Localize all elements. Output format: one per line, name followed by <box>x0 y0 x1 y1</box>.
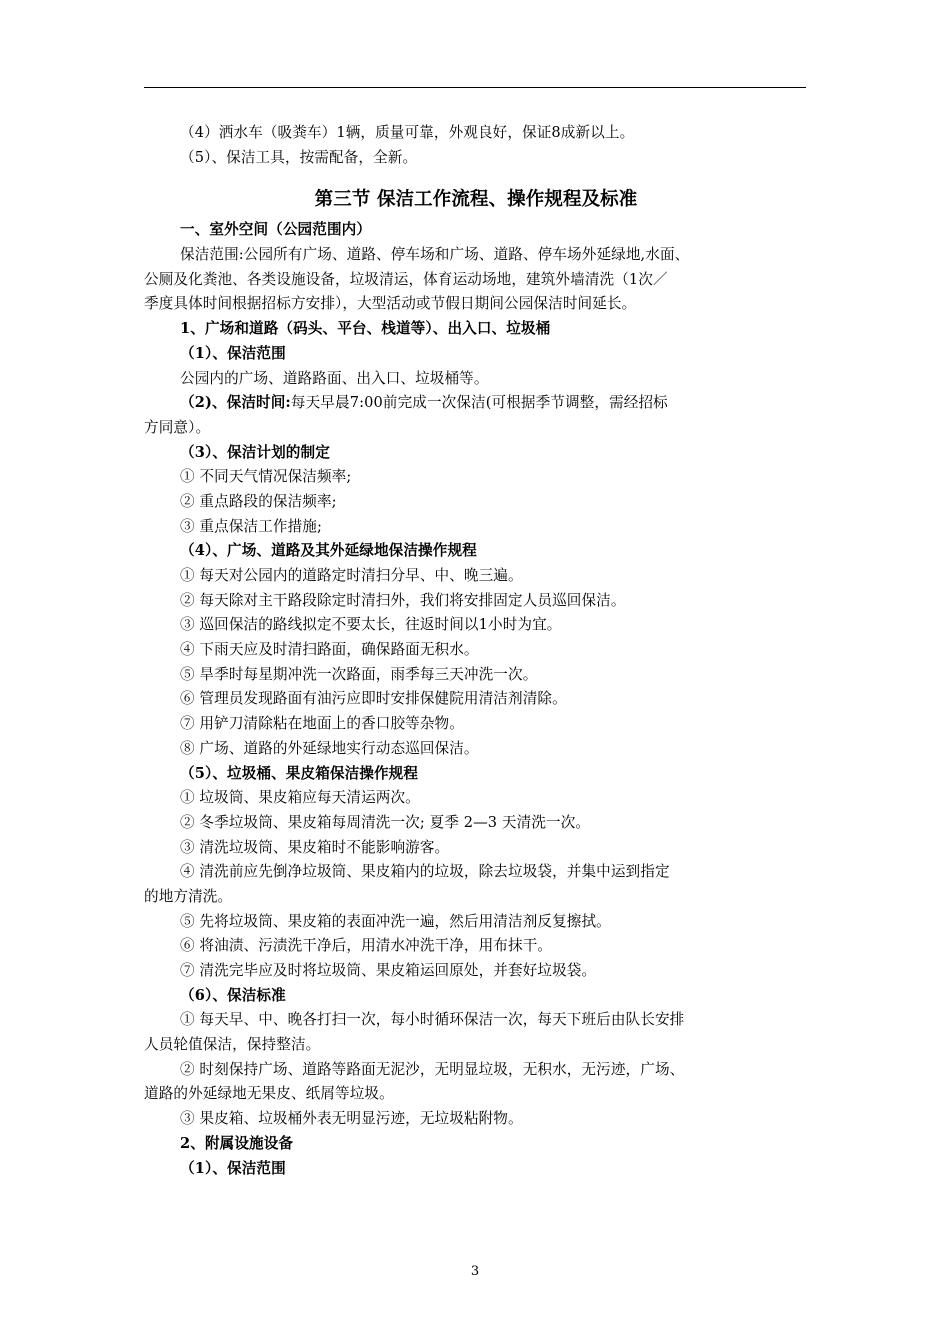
paragraph-line-mixed <box>144 391 808 416</box>
list-item: ⑦ 用铲刀清除粘在地面上的香口胶等杂物。 <box>180 715 464 733</box>
list-item: ⑥ 管理员发现路面有油污应即时安排保健院用清洁剂清除。 <box>180 690 567 708</box>
list-item: ④ 下雨天应及时清扫路面，确保路面无积水。 <box>180 641 479 659</box>
subheading-scope: （1）、保洁范围 <box>180 344 286 362</box>
list-item: ③ 清洗垃圾筒、果皮箱时不能影响游客。 <box>180 838 450 856</box>
paragraph-line: 公厕及化粪池、各类设施设备，垃圾清运，体育运动场地，建筑外墙清洗（1次／ <box>144 270 668 288</box>
list-item: ① 每天早、中、晚各打扫一次，每小时循环保洁一次，每天下班后由队长安排 <box>180 1011 685 1029</box>
subheading-bins-procedure: （5）、垃圾桶、果皮箱保洁操作规程 <box>180 764 419 782</box>
heading-outdoor-space: 一、室外空间（公园范围内） <box>180 221 372 239</box>
list-item: ① 垃圾筒、果皮箱应每天清运两次。 <box>180 789 420 807</box>
list-item: ② 每天除对主干路段除定时清扫外，我们将安排固定人员巡回保洁。 <box>180 591 626 609</box>
subheading-cleaning-time: （2)、保洁时间: <box>180 394 291 412</box>
paragraph-text: 每天早晨7:00前完成一次保洁(可根据季节调整，需经招标 <box>290 394 668 412</box>
page-number: 3 <box>470 1264 480 1279</box>
list-item-continued: 的地方清洗。 <box>144 887 233 905</box>
paragraph-line: 季度具体时间根据招标方安排），大型活动或节假日期间公园保洁时间延长。 <box>144 295 637 313</box>
paragraph-line: 公园内的广场、道路路面、出入口、垃圾桶等。 <box>180 369 489 387</box>
subheading-plan: （3）、保洁计划的制定 <box>180 443 330 461</box>
document-body <box>144 121 808 1181</box>
header-rule <box>144 87 806 88</box>
subheading-standard: （6）、保洁标准 <box>180 986 286 1004</box>
list-item: ③ 重点保洁工作措施; <box>180 517 323 535</box>
list-item: ⑤ 先将垃圾筒、果皮箱的表面冲洗一遍，然后用清洁剂反复擦拭。 <box>180 912 611 930</box>
subheading-scope: （1）、保洁范围 <box>180 1159 286 1177</box>
list-item: ⑦ 清洗完毕应及时将垃圾筒、果皮箱运回原处，并套好垃圾袋。 <box>180 962 597 979</box>
section-title: 第三节 保洁工作流程、操作规程及标准 <box>314 189 638 211</box>
paragraph-line: 保洁范围:公园所有广场、道路、停车场和广场、道路、停车场外延绿地,水面、 <box>180 246 690 264</box>
paragraph-line: 方同意）。 <box>144 418 211 436</box>
list-item-continued: 道路的外延绿地无果皮、纸屑等垃圾。 <box>144 1085 394 1103</box>
list-item: ④ 清洗前应先倒净垃圾筒、果皮箱内的垃圾，除去垃圾袋，并集中运到指定 <box>180 863 670 881</box>
list-item: ② 冬季垃圾筒、果皮箱每周清洗一次; 夏季 2—3 天清洗一次。 <box>180 813 591 831</box>
heading-facilities: 2、附属设施设备 <box>180 1134 294 1152</box>
list-item: ⑤ 旱季时每星期冲洗一次路面，雨季每三天冲洗一次。 <box>180 665 538 683</box>
list-item: ⑧ 广场、道路的外延绿地实行动态巡回保洁。 <box>180 739 479 757</box>
heading-squares-roads: 1、广场和道路（码头、平台、栈道等）、出入口、垃圾桶 <box>180 320 551 338</box>
list-item: ⑥ 将油渍、污渍洗干净后，用清水冲洗干净，用布抹干。 <box>180 937 553 955</box>
subheading-roads-procedure: （4）、广场、道路及其外延绿地保洁操作规程 <box>180 542 477 560</box>
list-item: ① 每天对公园内的道路定时清扫分早、中、晚三遍。 <box>180 567 523 584</box>
list-item: ② 重点路段的保洁频率; <box>180 492 337 510</box>
equipment-item-4: （4）洒水车（吸粪车）1辆，质量可靠，外观良好，保证8成新以上。 <box>180 124 635 141</box>
list-item: ② 时刻保持广场、道路等路面无泥沙，无明显垃圾，无积水，无污迹，广场、 <box>180 1060 685 1078</box>
list-item-continued: 人员轮值保洁，保持整洁。 <box>144 1036 321 1054</box>
list-item: ③ 果皮箱、垃圾桶外表无明显污迹，无垃圾粘附物。 <box>180 1110 523 1128</box>
equipment-item-5: （5）、保洁工具，按需配备，全新。 <box>180 148 418 166</box>
list-item: ③ 巡回保洁的路线拟定不要太长，往返时间以1小时为宜。 <box>180 616 562 634</box>
list-item: ① 不同天气情况保洁频率; <box>180 468 352 486</box>
